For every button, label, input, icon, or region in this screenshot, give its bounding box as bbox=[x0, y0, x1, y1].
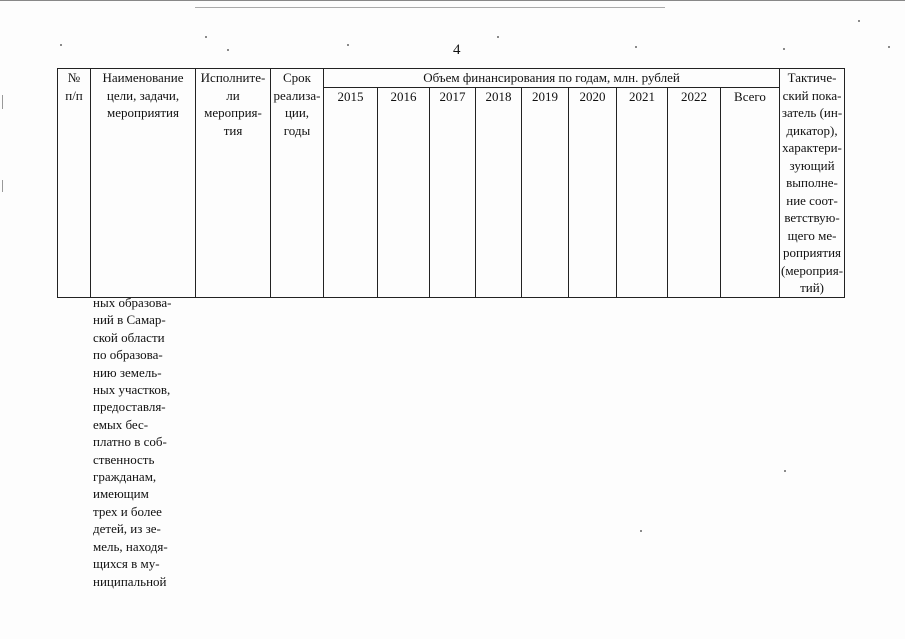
continuation-line: гражданам, bbox=[93, 469, 157, 485]
header-name-line: мероприятия bbox=[106, 105, 179, 120]
header-term-line: реализа- bbox=[273, 87, 321, 103]
header-funding-title: Объем финансирования по годам, млн. рублей bbox=[324, 69, 780, 88]
header-executors bbox=[196, 69, 271, 298]
top-border-line bbox=[0, 0, 905, 11]
continuation-line: емых бес- bbox=[93, 416, 149, 432]
header-num-line: № bbox=[67, 70, 81, 85]
header-term-line: годы bbox=[283, 122, 311, 138]
header-year-2018: 2018 bbox=[476, 87, 522, 297]
top-scan-line bbox=[195, 7, 665, 8]
continuation-line: детей, из зе- bbox=[93, 521, 161, 537]
header-indicator-line: дикатор), bbox=[786, 122, 838, 138]
funding-table bbox=[57, 68, 845, 298]
page-number: 4 bbox=[453, 42, 461, 58]
header-year-2016: 2016 bbox=[378, 87, 430, 297]
header-year-2022: 2022 bbox=[668, 87, 721, 297]
continuation-line: ской области bbox=[93, 329, 165, 345]
header-year-2020: 2020 bbox=[569, 87, 617, 297]
continuation-line: ниципальной bbox=[93, 573, 167, 589]
header-executors-line: мероприя- bbox=[204, 105, 262, 120]
continuation-line: платно в соб- bbox=[93, 434, 167, 450]
header-indicator-line: ветствую- bbox=[784, 210, 840, 225]
header-indicator-line: Тактиче- bbox=[787, 70, 837, 85]
continuation-line: щихся в му- bbox=[93, 556, 160, 572]
continuation-line: ственность bbox=[93, 451, 155, 467]
continuation-line: ных участков, bbox=[93, 382, 171, 398]
continuation-line: нию земель- bbox=[93, 364, 162, 380]
continuation-line: предоставля- bbox=[93, 399, 166, 415]
header-indicator-line: тий) bbox=[800, 280, 824, 295]
header-year-2019: 2019 bbox=[522, 87, 569, 297]
header-num bbox=[58, 69, 91, 298]
continuation-line: трех и более bbox=[93, 503, 162, 519]
continuation-line: по образова- bbox=[93, 347, 163, 363]
header-indicator-line: роприятия bbox=[783, 245, 842, 260]
continuation-text bbox=[93, 294, 193, 590]
continuation-line: мель, находя- bbox=[93, 538, 168, 554]
header-year-2021: 2021 bbox=[617, 87, 668, 297]
header-name-line: Наименование bbox=[102, 70, 184, 85]
header-indicator-line: зующий bbox=[789, 157, 835, 173]
header-indicator-line: затель (ин- bbox=[781, 105, 843, 120]
header-executors-line: ли bbox=[226, 87, 240, 103]
continuation-line: имеющим bbox=[93, 486, 149, 502]
header-name bbox=[91, 69, 196, 298]
header-term bbox=[271, 69, 324, 298]
header-indicator-line: выполне- bbox=[786, 175, 838, 190]
header-indicator-line: щего ме- bbox=[787, 227, 837, 243]
header-indicator-line: ский пока- bbox=[782, 87, 842, 103]
header-total: Всего bbox=[721, 87, 780, 297]
header-name-line: цели, задачи, bbox=[106, 87, 180, 103]
header-executors-line: тия bbox=[223, 122, 243, 138]
header-term-line: ции, bbox=[284, 105, 310, 120]
header-indicator bbox=[780, 69, 845, 298]
header-indicator-line: (мероприя- bbox=[781, 262, 844, 278]
left-margin-mark bbox=[2, 180, 3, 192]
header-year-2017: 2017 bbox=[430, 87, 476, 297]
header-num-line: п/п bbox=[65, 87, 83, 103]
continuation-line: ний в Самар- bbox=[93, 312, 166, 328]
left-margin-mark bbox=[2, 95, 3, 109]
header-year-2015: 2015 bbox=[324, 87, 378, 297]
header-indicator-line: ние соот- bbox=[786, 192, 838, 208]
continuation-line: ных образова- bbox=[93, 295, 172, 310]
header-indicator-line: характери- bbox=[782, 140, 842, 155]
header-executors-line: Исполните- bbox=[200, 70, 266, 85]
header-term-line: Срок bbox=[283, 70, 311, 85]
